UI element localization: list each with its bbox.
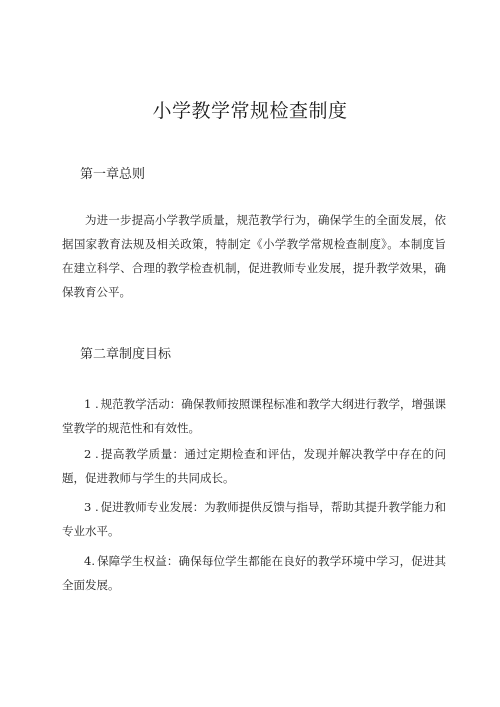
goal-item-1 (62, 392, 446, 440)
chapter-2-heading: 第二章制度目标 (80, 347, 172, 362)
goal-item-text: 促进教师专业发展：为教师提供反馈与指导，帮助其提升教学能力和专业水平。 (62, 500, 446, 538)
goal-item-3 (62, 495, 446, 543)
goal-item-number: 2 . (84, 447, 99, 461)
goal-item-number: 4. (84, 554, 95, 568)
goal-item-number: 1 . (84, 397, 99, 411)
chapter-1-heading: 第一章总则 (80, 167, 146, 182)
chapter-1-paragraph: 为进一步提高小学教学质量，规范教学行为，确保学生的全面发展，依据国家教育法规及相关政策，特制定《小学教学常规检查制度》。本制度旨在建立科学、合理的教学检查机制，促进教师专业发展，提升教学效果，确保教育公平。 (62, 213, 446, 299)
goal-item-text: 提高教学质量：通过定期检查和评估，发现并解决教学中存在的问题，促进教师与学生的共同成长。 (62, 447, 446, 485)
document-title: 小学教学常规检查制度 (152, 100, 348, 122)
goal-item-text: 规范教学活动：确保教师按照课程标准和教学大纲进行教学，增强课堂教学的规范性和有效性。 (62, 397, 446, 435)
goal-item-2 (62, 442, 446, 490)
goal-item-number: 3 . (84, 500, 99, 514)
goal-item-4 (62, 549, 446, 597)
goal-item-text: 保障学生权益：确保每位学生都能在良好的教学环境中学习，促进其全面发展。 (62, 554, 446, 592)
